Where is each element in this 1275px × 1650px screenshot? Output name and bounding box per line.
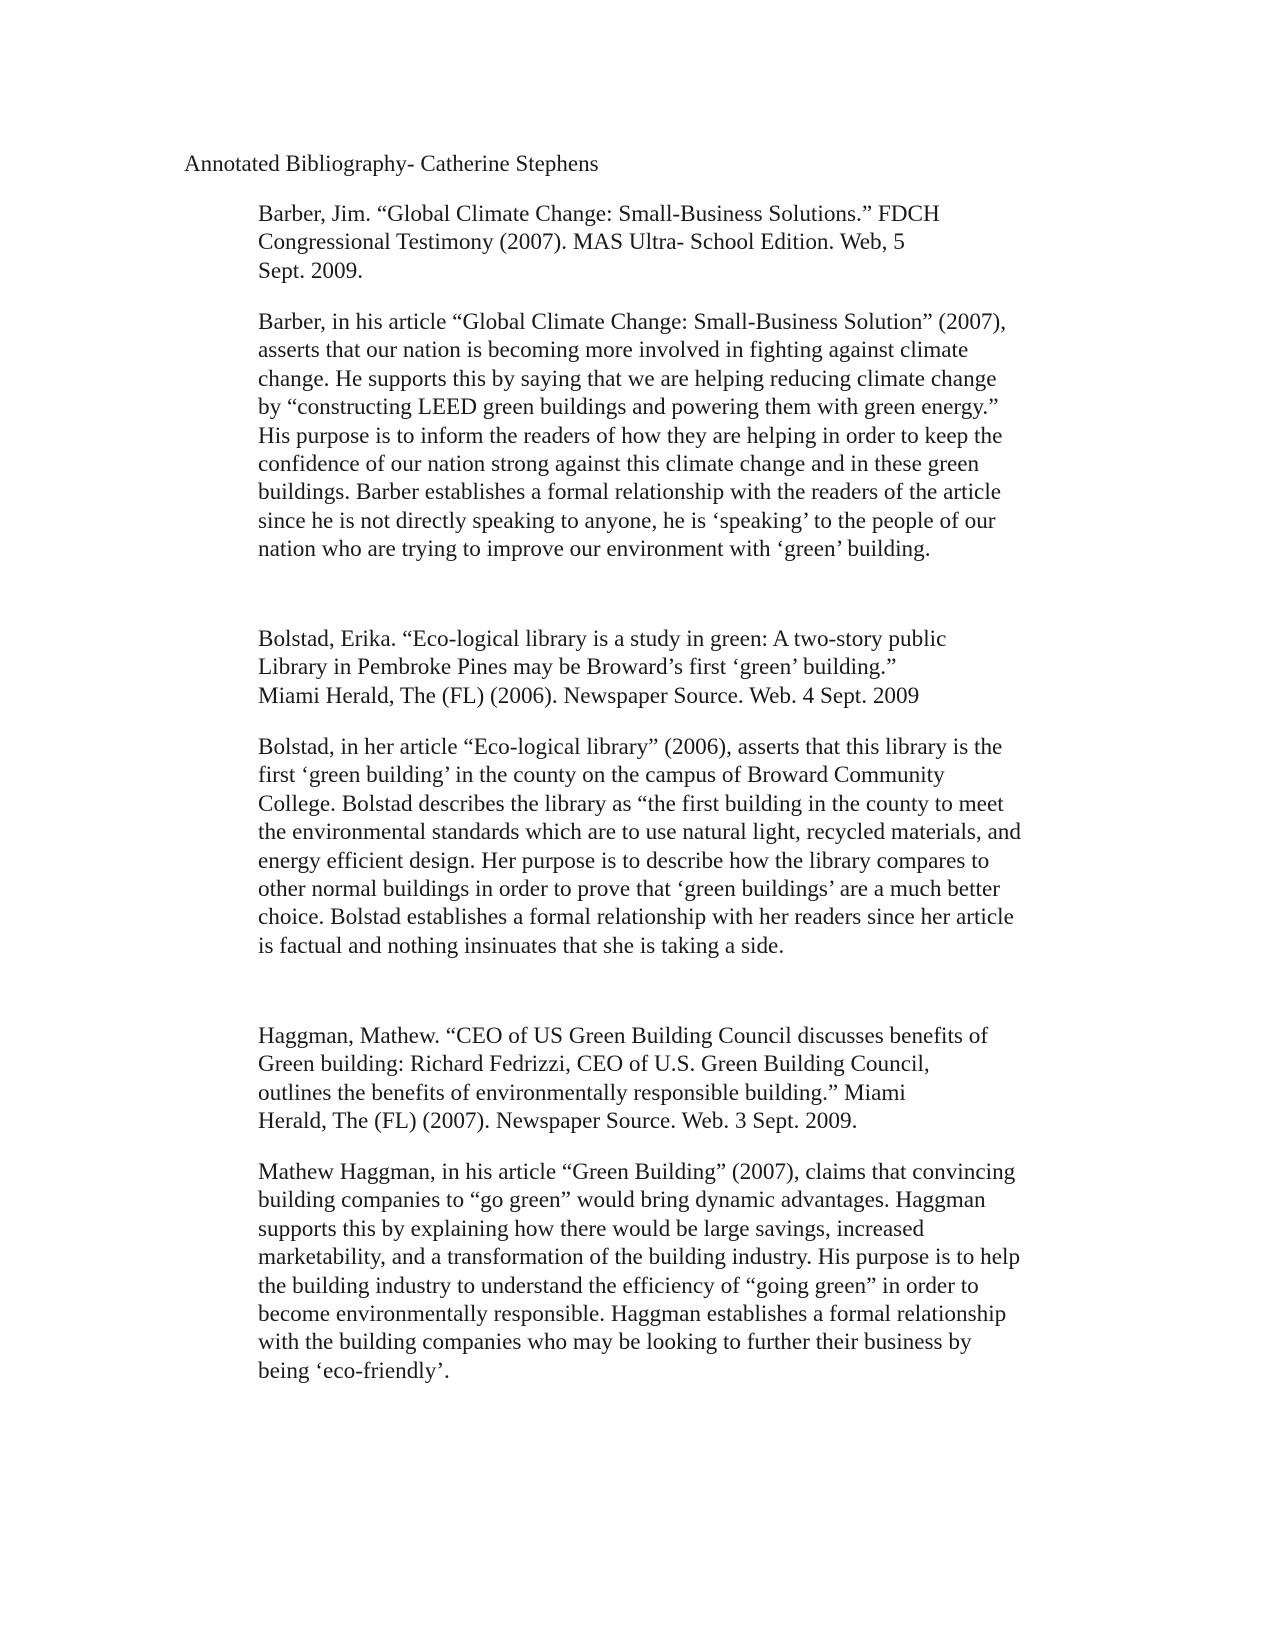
annotation-line: College. Bolstad describes the library as “the first building in the county to meet [258, 790, 1004, 817]
annotation-line: buildings. Barber establishes a formal relationship with the readers of the article [258, 479, 1002, 506]
document-title: Annotated Bibliography- Catherine Stephens [184, 151, 599, 176]
citation-line: Bolstad, Erika. “Eco-logical library is a study in green: A two-story public [258, 626, 947, 652]
citation-line: Green building: Richard Fedrizzi, CEO of U.S. Green Building Council, [258, 1051, 930, 1078]
citation-line: Miami Herald, The (FL) (2006). Newspaper Source. Web. 4 Sept. 2009 [258, 682, 920, 709]
annotation-line: with the building companies who may be looking to further their business by [258, 1329, 972, 1356]
annotation-line: is factual and nothing insinuates that she is taking a side. [258, 932, 785, 959]
annotation-line: since he is not directly speaking to anyone, he is ‘speaking’ to the people of our [258, 507, 996, 534]
annotation-line: energy efficient design. Her purpose is to describe how the library compares to [258, 847, 990, 874]
annotation [258, 308, 1006, 564]
citation-line: Sept. 2009. [258, 257, 363, 284]
annotation-line: other normal buildings in order to prove that ‘green buildings’ are a much better [258, 876, 1000, 903]
bibliography-entry-bolstad [258, 625, 1078, 959]
annotation-line: asserts that our nation is becoming more involved in fighting against climate [258, 337, 969, 364]
annotation-line: marketability, and a transformation of the building industry. His purpose is to help [258, 1244, 1021, 1271]
annotation-line: choice. Bolstad establishes a formal relationship with her readers since her article [258, 904, 1014, 931]
annotation-line: the building industry to understand the efficiency of “going green” in order to [258, 1272, 979, 1299]
annotation-line: Bolstad, in her article “Eco-logical library” (2006), asserts that this library is the [258, 734, 1003, 760]
citation-line: Barber, Jim. “Global Climate Change: Small-Business Solutions.” FDCH [258, 201, 940, 227]
annotation-line: Barber, in his article “Global Climate Change: Small-Business Solution” (2007), [258, 309, 1007, 335]
annotation-line: Mathew Haggman, in his article “Green Building” (2007), claims that convincing [258, 1159, 1016, 1185]
annotation-line: His purpose is to inform the readers of how they are helping in order to keep the [258, 422, 1003, 449]
bibliography-entry-barber [258, 200, 1078, 563]
annotation-line: supports this by explaining how there would be large savings, increased [258, 1215, 925, 1242]
annotation-line: first ‘green building’ in the county on the campus of Broward Community [258, 762, 945, 789]
annotation [258, 1158, 1020, 1385]
citation [258, 1022, 1078, 1136]
annotation-line: building companies to “go green” would bring dynamic advantages. Haggman [258, 1187, 986, 1214]
bibliography-entry-haggman [258, 1022, 1078, 1384]
citation-line: Library in Pembroke Pines may be Broward’s first ‘green’ building.” [258, 654, 897, 681]
annotation-line: change. He supports this by saying that we are helping reducing climate change [258, 365, 997, 392]
annotation-line: become environmentally responsible. Haggman establishes a formal relationship [258, 1301, 1007, 1328]
annotation-line: being ‘eco-friendly’. [258, 1357, 450, 1384]
annotation-line: confidence of our nation strong against this climate change and in these green [258, 451, 980, 478]
citation [258, 200, 1078, 285]
annotation-line: the environmental standards which are to use natural light, recycled materials, and [258, 819, 1021, 846]
citation-line: Haggman, Mathew. “CEO of US Green Building Council discusses benefits of [258, 1023, 989, 1049]
citation-line: Congressional Testimony (2007). MAS Ultra- School Edition. Web, 5 [258, 229, 905, 256]
citation-line: outlines the benefits of environmentally responsible building.” Miami [258, 1079, 906, 1106]
annotation-line: by “constructing LEED green buildings and powering them with green energy.” [258, 394, 999, 421]
citation-line: Herald, The (FL) (2007). Newspaper Source. Web. 3 Sept. 2009. [258, 1108, 858, 1135]
citation [258, 625, 1078, 710]
annotation-line: nation who are trying to improve our environment with ‘green’ building. [258, 536, 931, 563]
annotation [258, 733, 1021, 960]
